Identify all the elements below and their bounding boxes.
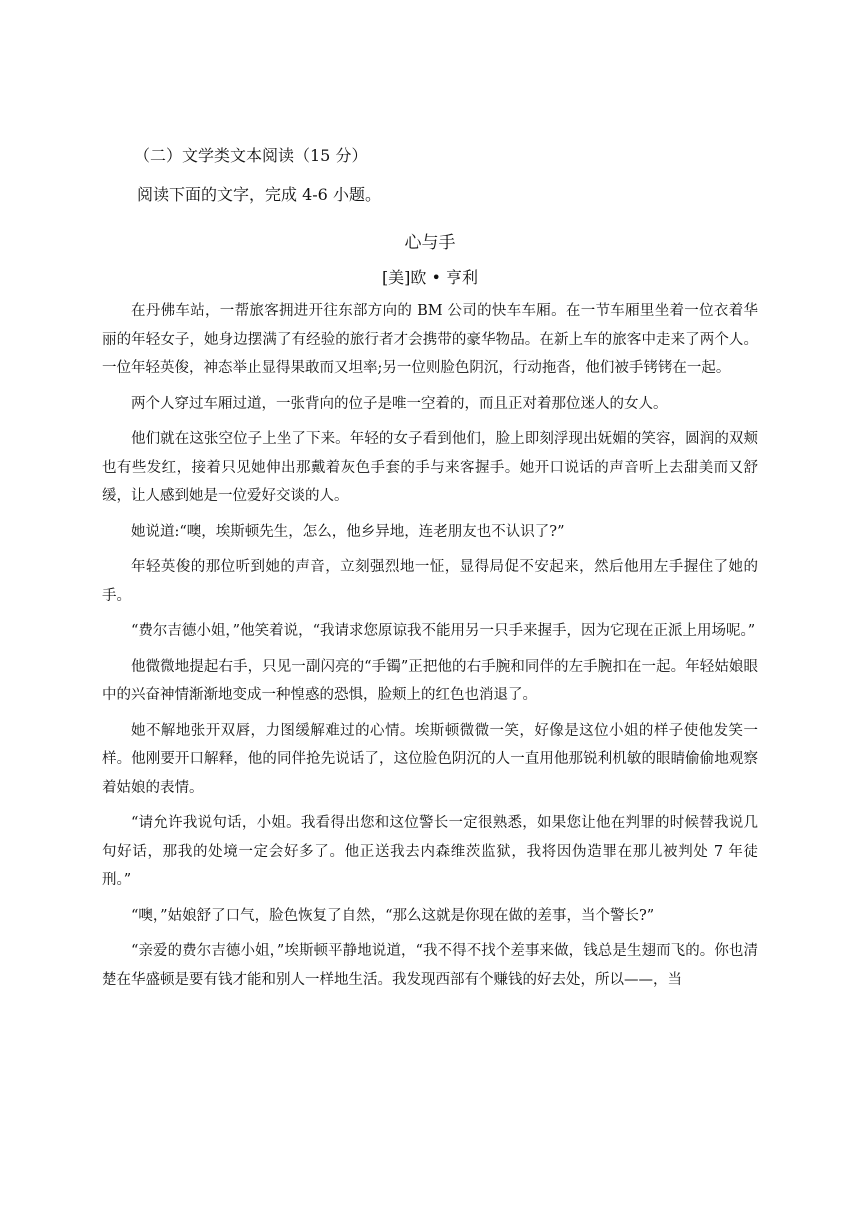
section-heading: （二）文学类文本阅读（15 分）: [134, 146, 368, 165]
paragraph: “请允许我说句话，小姐。我看得出您和这位警长一定很熟悉，如果您让他在判罪的时候替我说几句好话，那我的处境一定会好多了。他正送我去内森维茨监狱，我将因伪造罪在那儿被判处 7 年徒刑。”: [102, 815, 758, 888]
reading-instruction: 阅读下面的文字，完成 4-6 小题。: [137, 185, 381, 204]
paragraph: 她不解地张开双唇，力图缓解难过的心情。埃斯顿微微一笑，好像是这位小姐的样子使他发笑一样。他刚要开口解释，他的同伴抢先说话了，这位脸色阴沉的人一直用他那锐利机敏的眼睛偷偷地观察着姑娘的表情。: [102, 722, 758, 796]
paragraph: 年轻英俊的那位听到她的声音，立刻强烈地一怔，显得局促不安起来，然后他用左手握住了她的手。: [102, 559, 758, 604]
paragraph: 他们就在这张空位子上坐了下来。年轻的女子看到他们，脸上即刻浮现出妩媚的笑容，圆润的双颊也有些发红，接着只见她伸出那戴着灰色手套的手与来客握手。她开口说话的声音听上去甜美而又舒缓，让人感到她是一位爱好交谈的人。: [102, 431, 758, 504]
paragraph: “噢，”姑娘舒了口气，脸色恢复了自然，“那么这就是你现在做的差事，当个警长?”: [131, 907, 655, 924]
paragraph: 她说道:“噢，埃斯顿先生，怎么，他乡异地，连老朋友也不认识了?”: [131, 523, 565, 540]
story-title: 心与手: [404, 233, 456, 253]
story-author: [美]欧 • 亨利: [381, 268, 479, 287]
paragraph: 他微微地提起右手，只见一副闪亮的“手镯”正把他的右手腕和同伴的左手腕扣在一起。年轻姑娘眼中的兴奋神情渐渐地变成一种惶惑的恐惧，脸颊上的红色也消退了。: [102, 658, 758, 703]
story-body: [102, 297, 758, 1001]
paragraph: “费尔吉德小姐，”他笑着说，“我请求您原谅我不能用另一只手来握手，因为它现在正派上用场呢。”: [131, 623, 756, 639]
paragraph: 在丹佛车站，一帮旅客拥进开往东部方向的 BM 公司的快车车厢。在一节车厢里坐着一位衣着华丽的年轻女子，她身边摆满了有经验的旅行者才会携带的豪华物品。在新上车的旅客中走来了两个人。一位年轻英俊，神态举止显得果敢而又坦率;另一位则脸色阴沉，行动拖沓，他们被手铐铐在一起。: [102, 303, 758, 376]
paragraph: “亲爱的费尔吉德小姐，”埃斯顿平静地说道，“我不得不找个差事来做，钱总是生翅而飞的。你也清楚在华盛顿是要有钱才能和别人一样地生活。我发现西部有个赚钱的好去处，所以——，当: [102, 943, 758, 988]
paragraph: 两个人穿过车厢过道，一张背向的位子是唯一空着的，而且正对着那位迷人的女人。: [131, 395, 668, 412]
